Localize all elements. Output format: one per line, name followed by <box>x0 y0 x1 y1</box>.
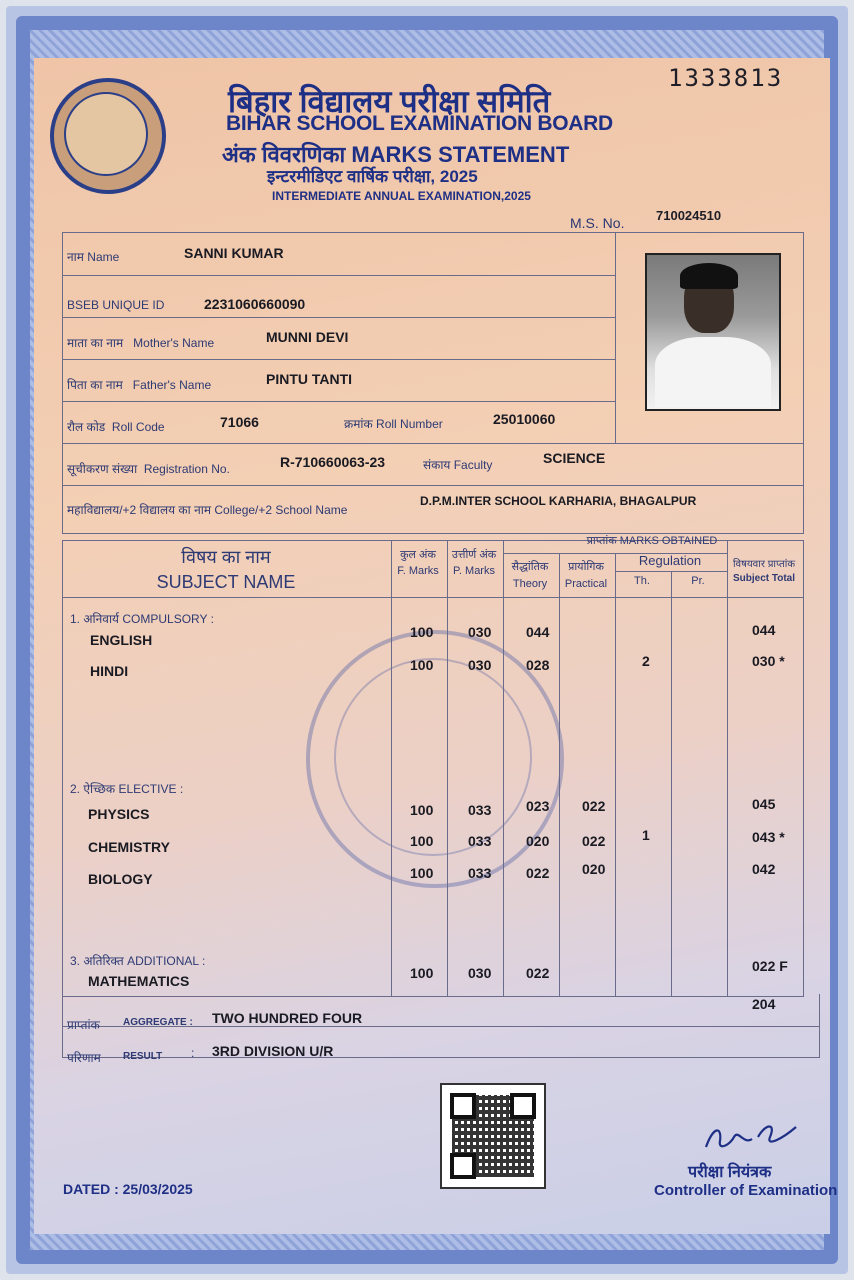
cell-fm: 100 <box>410 657 434 673</box>
marks-obtained-header: प्राप्तांक MARKS OBTAINED <box>586 535 718 547</box>
cell-total: 043 * <box>752 829 785 845</box>
roll-code-label: रौल कोड Roll Code <box>67 420 165 434</box>
result-value: 3RD DIVISION U/R <box>212 1043 334 1059</box>
result-separator: : <box>191 1046 195 1060</box>
student-name: SANNI KUMAR <box>184 245 284 261</box>
cell-pm: 030 <box>468 657 492 673</box>
cell-th: 044 <box>526 624 550 640</box>
cell-pm: 030 <box>468 965 492 981</box>
controller-title: Controller of Examination <box>654 1182 838 1199</box>
subject-name: PHYSICS <box>88 806 150 822</box>
pass-marks-header-hindi: उत्तीर्ण अंक <box>451 549 497 561</box>
subject-total-header-hindi: विषयवार प्राप्तांक <box>732 559 796 570</box>
mother-label: माता का नाम Mother's Name <box>67 336 215 350</box>
group-additional: 3. अतिरिक्त ADDITIONAL : <box>70 954 206 968</box>
cell-total: 045 <box>752 796 776 812</box>
cell-pm: 033 <box>468 802 492 818</box>
cell-fm: 100 <box>410 965 434 981</box>
full-marks-header: F. Marks <box>397 565 439 577</box>
subject-name: CHEMISTRY <box>88 839 170 855</box>
roll-number-label: क्रमांक Roll Number <box>344 417 443 431</box>
statement-title-hindi: अंक विवरणिका <box>222 142 346 167</box>
pass-marks-header: P. Marks <box>453 565 495 577</box>
cell-total: 022 F <box>752 958 788 974</box>
registration-label: सूचीकरण संख्या Registration No. <box>67 462 230 476</box>
cell-reg-th: 1 <box>642 827 650 843</box>
ms-no-label: M.S. No. <box>570 215 625 231</box>
practical-header: Practical <box>564 578 608 590</box>
subject-name: ENGLISH <box>90 632 153 648</box>
cell-pm: 033 <box>468 865 492 881</box>
cell-total: 044 <box>752 622 776 638</box>
registration-value: R-710660063-23 <box>280 454 386 470</box>
subject-header-english: SUBJECT NAME <box>156 572 296 592</box>
college-value: D.P.M.INTER SCHOOL KARHARIA, BHAGALPUR <box>420 494 697 508</box>
cell-fm: 100 <box>410 802 434 818</box>
ms-no-value: 710024510 <box>656 208 722 223</box>
result-label-hindi: परिणाम <box>67 1051 101 1065</box>
exam-title-hindi: इन्टरमीडिएट वार्षिक परीक्षा, 2025 <box>267 167 478 186</box>
name-label: नाम Name <box>67 250 120 264</box>
marks-table <box>62 540 804 997</box>
cell-pm: 030 <box>468 624 492 640</box>
cell-th: 022 <box>526 965 550 981</box>
cell-total: 030 * <box>752 653 785 669</box>
cell-pm: 033 <box>468 833 492 849</box>
cell-fm: 100 <box>410 624 434 640</box>
group-elective: 2. ऐच्छिक ELECTIVE : <box>70 782 184 796</box>
regulation-theory-header: Th. <box>634 575 650 587</box>
cell-th: 023 <box>526 798 550 814</box>
controller-signature <box>700 1115 810 1159</box>
cell-pr: 022 <box>582 833 606 849</box>
dated-label: DATED : <box>63 1181 119 1197</box>
father-label: पिता का नाम Father's Name <box>67 378 212 392</box>
result-label: RESULT <box>123 1051 163 1062</box>
regulation-header: Regulation <box>638 553 702 568</box>
faculty-value: SCIENCE <box>543 450 606 466</box>
subject-name: BIOLOGY <box>88 871 153 887</box>
cell-fm: 100 <box>410 833 434 849</box>
cell-th: 028 <box>526 657 550 673</box>
cell-reg-th: 2 <box>642 653 650 669</box>
practical-header-hindi: प्रायोगिक <box>568 561 604 573</box>
subject-header-hindi: विषय का नाम <box>181 547 271 567</box>
theory-header: Theory <box>512 578 548 590</box>
unique-id-value: 2231060660090 <box>204 296 306 312</box>
roll-number-value: 25010060 <box>493 411 556 427</box>
dated <box>63 1181 193 1197</box>
theory-header-hindi: सैद्धांतिक <box>511 561 549 573</box>
cell-total: 042 <box>752 861 776 877</box>
father-name: PINTU TANTI <box>266 371 353 387</box>
group-compulsory: 1. अनिवार्य COMPULSORY : <box>70 612 214 626</box>
cell-pr: 022 <box>582 798 606 814</box>
serial-number: 1333813 <box>668 64 784 92</box>
dated-value: 25/03/2025 <box>122 1181 193 1197</box>
board-title-english: BIHAR SCHOOL EXAMINATION BOARD <box>226 112 613 135</box>
mother-name: MUNNI DEVI <box>266 329 349 345</box>
aggregate-total: 204 <box>752 996 776 1012</box>
roll-code-value: 71066 <box>220 414 259 430</box>
exam-title-english: INTERMEDIATE ANNUAL EXAMINATION,2025 <box>272 189 531 203</box>
regulation-practical-header: Pr. <box>691 575 705 587</box>
statement-title-english: MARKS STATEMENT <box>351 142 570 167</box>
cell-th: 020 <box>526 833 550 849</box>
cell-fm: 100 <box>410 865 434 881</box>
cell-pr: 020 <box>582 861 606 877</box>
faculty-label: संकाय Faculty <box>423 458 493 472</box>
controller-title-hindi: परीक्षा नियंत्रक <box>688 1164 772 1181</box>
cell-th: 022 <box>526 865 550 881</box>
student-photo <box>645 253 781 411</box>
aggregate-label-hindi: प्राप्तांक <box>67 1018 100 1032</box>
college-label: महाविद्यालय/+2 विद्यालय का नाम College/+2 School Name <box>67 503 348 517</box>
board-title-hindi: बिहार विद्यालय परीक्षा समिति <box>228 84 551 119</box>
aggregate-label: AGGREGATE : <box>123 1017 193 1028</box>
unique-id-label: BSEB UNIQUE ID <box>67 298 165 312</box>
qr-code <box>440 1083 546 1189</box>
subject-name: HINDI <box>90 663 129 679</box>
full-marks-header-hindi: कुल अंक <box>400 549 436 561</box>
aggregate-words: TWO HUNDRED FOUR <box>212 1010 363 1026</box>
board-logo-seal <box>50 78 166 194</box>
subject-name: MATHEMATICS <box>88 973 190 989</box>
subject-total-header: Subject Total <box>732 573 796 584</box>
